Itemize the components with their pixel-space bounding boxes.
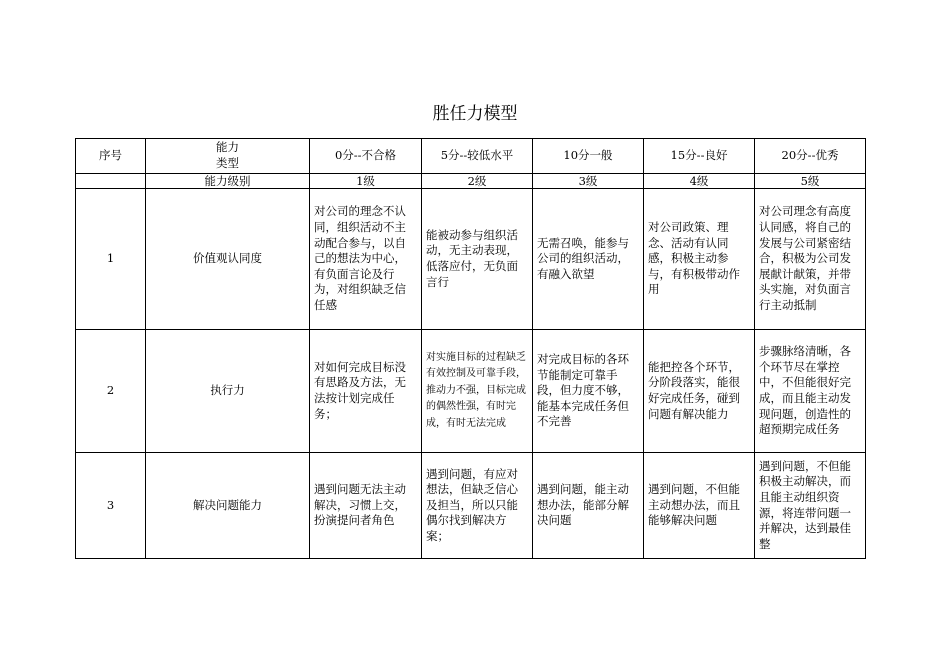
grade-1: 1级 [310,174,422,189]
header-row [76,139,866,174]
table-row [76,453,866,559]
description-cell: 步骤脉络清晰，各个环节尽在掌控中，不但能很好完成，而且能主动发现问题，创造性的超预期完成任务 [755,330,866,453]
description-cell: 遇到问题无法主动解决，习惯上交，扮演提问者角色 [310,453,422,559]
header-level-0: 0分--不合格 [310,139,422,174]
row-number: 2 [76,330,146,453]
table-row [76,330,866,453]
description-cell: 遇到问题，有应对想法，但缺乏信心及担当，所以只能偶尔找到解决方案； [422,453,533,559]
row-number: 3 [76,453,146,559]
table-row [76,189,866,330]
description-cell: 遇到问题，能主动想办法，能部分解决问题 [533,453,644,559]
level-row [76,174,866,189]
description-cell: 对完成目标的各环节能制定可靠手段，但力度不够，能基本完成任务但不完善 [533,330,644,453]
description-cell: 对实施目标的过程缺乏有效控制及可靠手段，推动力不强，目标完成的偶然性强，有时完成，有时无法完成 [422,330,533,453]
header-type [146,139,310,174]
level-row-label: 能力级别 [146,174,310,189]
description-cell: 对如何完成目标没有思路及方法，无法按计划完成任务； [310,330,422,453]
header-type-line2: 类型 [216,156,239,170]
description-cell: 遇到问题，不但能主动想办法，而且能够解决问题 [644,453,755,559]
description-cell: 对公司理念有高度认同感，将自己的发展与公司紧密结合，积极为公司发展献计献策，并带头实施，对负面言行主动抵制 [755,189,866,330]
grade-2: 2级 [422,174,533,189]
header-level-10: 10分一般 [533,139,644,174]
competency-model-table [75,138,866,559]
document-title: 胜任力模型 [432,104,518,124]
header-level-15: 15分--良好 [644,139,755,174]
level-row-empty [76,174,146,189]
description-cell: 能被动参与组织活动，无主动表现，低落应付，无负面言行 [422,189,533,330]
description-cell: 无需召唤，能参与公司的组织活动，有融入欲望 [533,189,644,330]
description-cell: 对公司政策、理念、活动有认同感，积极主动参与，有积极带动作用 [644,189,755,330]
description-cell: 遇到问题，不但能积极主动解决，而且能主动组织资源，将连带问题一并解决，达到最佳整 [755,453,866,559]
ability-name: 价值观认同度 [146,189,310,330]
grade-4: 4级 [644,174,755,189]
description-cell: 对公司的理念不认同，组织活动不主动配合参与，以自己的想法为中心，有负面言论及行为，对组织缺乏信任感 [310,189,422,330]
ability-name: 执行力 [146,330,310,453]
header-level-20: 20分--优秀 [755,139,866,174]
description-cell: 能把控各个环节，分阶段落实，能很好完成任务，碰到问题有解决能力 [644,330,755,453]
header-level-5: 5分--较低水平 [422,139,533,174]
grade-3: 3级 [533,174,644,189]
header-type-line1: 能力 [216,140,239,155]
header-seq: 序号 [76,139,146,174]
grade-5: 5级 [755,174,866,189]
ability-name: 解决问题能力 [146,453,310,559]
row-number: 1 [76,189,146,330]
